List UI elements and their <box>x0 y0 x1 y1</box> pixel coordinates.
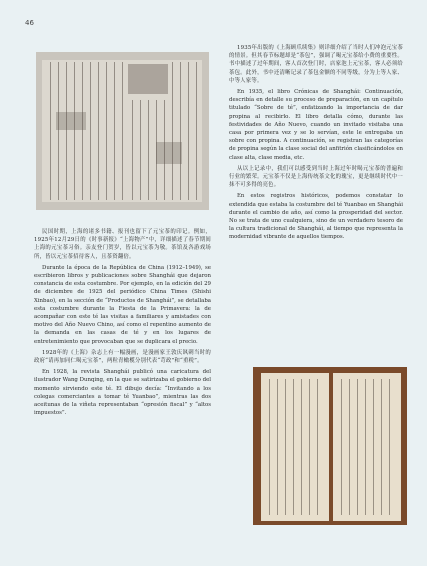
paragraph-spanish-4: En estos registros históricos, podemos constatar lo extendida que estaba la costumbre del té Yuanbao en Shanghái durante el cambio de año, así como la prosperidad del sector. No se trata de uno cualquiera, sino de un verdadero tesoro de la cultura tradicional de Shanghái, al tiempo que representa la modernidad vibrante de aquellos tiempos. <box>229 193 403 241</box>
left-text-column <box>34 228 211 420</box>
old-book-image <box>253 367 407 525</box>
newspaper-clipping-image <box>36 52 209 210</box>
paragraph-spanish-1: Durante la época de la República de China (1912–1949), se escribieron libros y publicaciones sobre Shanghái que dejaron constancia de esta costumbre. Por ejemplo, en la edición del 29 de diciembre de 1925 del periódico China Times (Shishi Xinbao), en la sección de “Productos de Shanghái”, se detallaba esta costumbre durante la Fiesta de la Primavera: la de acompañar con este té las visitas a familiares y amistades con motivo del Año Nuevo Chino, así como el repentino aumento de la demanda en las casas de té y en los lugares de entretenimiento que provocaban que se duplicara el precio. <box>34 264 211 345</box>
paragraph-chinese-1: 民国时期，上海的诸多书籍、报刊也留下了元宝茶的印记。例如，1925年12月29日的《时事新报》“上海物产”中，详细描述了春节期间上海的元宝茶习俗。亲友登门贺岁，皆以元宝茶为敬。茶馆及各游戏场所，皆以元宝茶招待客人，且茶资翻倍。 <box>34 229 211 260</box>
paragraph-spanish-3: En 1935, el libro Crónicas de Shanghái: Continuación, describía en detalle su proceso de preparación, en un capítulo titulado “Sobre de té”, enfatizando la importancia de dar propina al recibirlo. El libro detalla cómo, durante las festividades de Año Nuevo, cuando un invitado visitaba una casa por primera vez y se lo servían, este le entregaba un sobre con propina. A continuación, se registran las categorías de propina según la clase social del anfitrión clasificándolos en clase alta, clase media, etc. <box>229 89 403 161</box>
paragraph-chinese-2: 1928年的《上海》杂志上有一幅漫画，是漫画家王敦庆讽刺当时的政府“请再加同仁喝元宝茶”，两粒青橄榄分别代表“苛政”和“重税”。 <box>34 349 211 365</box>
paragraph-chinese-3: 1935年出版的《上海顾爪续集》则详细介绍了当时人们冲泡元宝茶的情景。但其春节标题却是“茶包”，强调了喝元宝茶给小费的重要性。书中描述了过年期间，客人首次登门时，店家泡上元宝茶，客人必须给茶包。此外，书中还清晰记录了茶包金额的不同等级，分为上等人家、中等人家等。 <box>229 45 403 84</box>
right-text-column <box>229 44 403 245</box>
page-number: 46 <box>25 19 34 27</box>
paragraph-chinese-4: 从以上记录中，我们可以感受到当时上海过年时喝元宝茶的普遍和行业的繁荣。元宝茶不仅是上海传统茶文化的瑰宝，更是继续时代中一抹不可多得的亮色。 <box>229 165 403 189</box>
paragraph-spanish-2: En 1928, la revista Shanghái publicó una caricatura del ilustrador Wang Dunqing, en la que se satirizaba el gobierno del momento sirviendo este té. El dibujo decía: “Invitando a los colegas comerciantes a tomar té Yuanbao”, mientras las dos aceitunas de la viñeta representaban “opresión fiscal” y “altos impuestos”. <box>34 369 211 417</box>
